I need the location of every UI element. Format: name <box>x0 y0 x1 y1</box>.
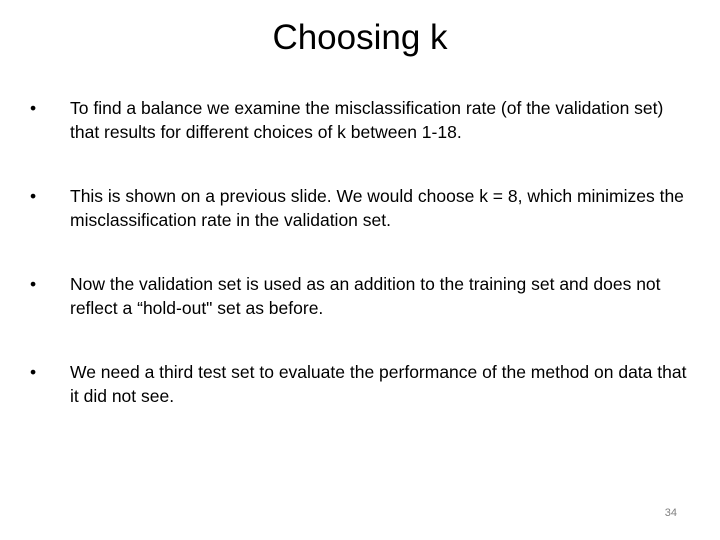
bullet-text: This is shown on a previous slide. We would choose k = 8, which minimizes the misclassification rate in the validation set. <box>70 186 684 230</box>
bullet-item-2 <box>30 184 690 232</box>
bullet-text: To find a balance we examine the misclassification rate (of the validation set) that results for different choices of k between 1-18. <box>70 98 664 142</box>
slide-title: Choosing k <box>272 18 448 57</box>
bullet-marker: • <box>30 98 37 118</box>
bullet-list <box>30 96 690 448</box>
bullet-item-1 <box>30 96 690 144</box>
bullet-item-4 <box>30 360 690 408</box>
bullet-marker: • <box>30 274 37 294</box>
bullet-marker: • <box>30 186 37 206</box>
bullet-marker: • <box>30 362 37 382</box>
bullet-text: We need a third test set to evaluate the performance of the method on data that it did not see. <box>70 362 687 406</box>
bullet-text: Now the validation set is used as an addition to the training set and does not reflect a “hold-out" set as before. <box>70 274 661 318</box>
page-number: 34 <box>664 507 677 519</box>
bullet-item-3 <box>30 272 690 320</box>
